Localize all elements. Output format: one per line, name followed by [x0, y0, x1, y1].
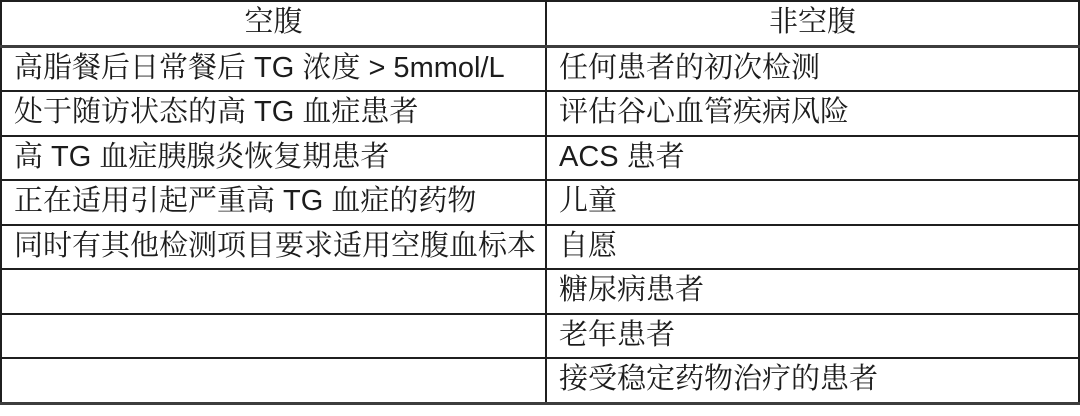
table-cell-fasting: 高 TG 血症胰腺炎恢复期患者	[1, 136, 546, 181]
table-cell-nonfasting: 评估谷心血管疾病风险	[546, 91, 1079, 136]
table-row	[1, 136, 1079, 181]
table-row	[1, 91, 1079, 136]
table-cell-fasting: 高脂餐后日常餐后 TG 浓度 > 5mmol/L	[1, 46, 546, 91]
table-row	[1, 358, 1079, 403]
column-header-fasting: 空腹	[1, 1, 546, 46]
table-cell-nonfasting: 自愿	[546, 225, 1079, 270]
table-cell-nonfasting: 儿童	[546, 180, 1079, 225]
table-row	[1, 46, 1079, 91]
table-row	[1, 180, 1079, 225]
table-cell-nonfasting: 接受稳定药物治疗的患者	[546, 358, 1079, 403]
table-cell-fasting: 处于随访状态的高 TG 血症患者	[1, 91, 546, 136]
table-cell-nonfasting: ACS 患者	[546, 136, 1079, 181]
table-header-row	[1, 1, 1079, 46]
table-cell-fasting	[1, 314, 546, 359]
column-header-nonfasting: 非空腹	[546, 1, 1079, 46]
table-row	[1, 269, 1079, 314]
table-cell-fasting	[1, 358, 546, 403]
table-row	[1, 225, 1079, 270]
table-cell-nonfasting: 老年患者	[546, 314, 1079, 359]
table-cell-nonfasting: 任何患者的初次检测	[546, 46, 1079, 91]
table-cell-fasting	[1, 269, 546, 314]
table-cell-fasting: 同时有其他检测项目要求适用空腹血标本	[1, 225, 546, 270]
table-cell-nonfasting: 糖尿病患者	[546, 269, 1079, 314]
table-row	[1, 314, 1079, 359]
table-cell-fasting: 正在适用引起严重高 TG 血症的药物	[1, 180, 546, 225]
